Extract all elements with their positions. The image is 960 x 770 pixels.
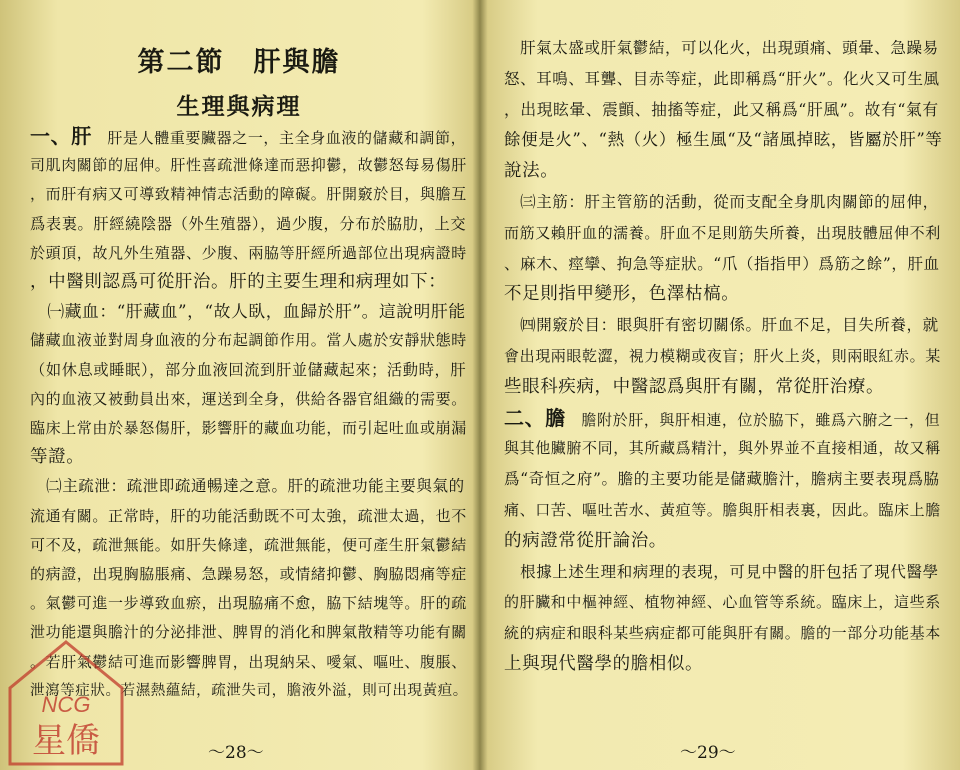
line-text: ，中醫則認爲可從肝治。肝的主要生理和病理如下：: [30, 272, 447, 292]
line-text: 的病證常從肝論治。: [504, 530, 667, 551]
line-text: 泄瀉等症狀。若濕熱蘊結，疏泄失司，膽液外溢，則可出現黃疸。: [30, 682, 468, 699]
line-text: 些眼科疾病，中醫認爲與肝有關，常從肝治療。: [504, 376, 885, 397]
text-line: [504, 190, 944, 214]
text-line: [30, 445, 470, 469]
text-line: [30, 474, 470, 498]
line-text: ㈣開竅於目：眼與肝有密切關係。肝血不足，目失所養，就: [504, 316, 939, 335]
line-text: ㈠藏血：“肝藏血”，“故人臥，血歸於肝”。這說明肝能: [30, 301, 466, 322]
text-line: [504, 252, 944, 276]
line-text: 。若肝氣鬱結可進而影響脾胃，出現納呆、噯氣、嘔吐、腹脹、: [30, 652, 467, 671]
line-text: 內的血液又被動員出來，運送到全身，供給各器官組織的需要。: [30, 389, 467, 408]
text-line: [504, 221, 944, 245]
line-text: 上與現代醫學的膽相似。: [504, 654, 704, 674]
section-lead: 二、膽: [504, 405, 566, 430]
text-line: [30, 328, 470, 352]
text-line: [30, 416, 470, 440]
section-subtitle: 生理與病理: [176, 93, 302, 120]
line-text: 餘便是火”、“熱（火）極生風“及“諸風掉眩，皆屬於肝”等: [504, 130, 943, 150]
line-text: 等證。: [30, 447, 85, 468]
text-line: [504, 560, 944, 584]
line-text: 流通有關。正常時，肝的功能活動既不可太強，疏泄太過，也不: [30, 506, 467, 525]
text-line: [30, 241, 470, 265]
line-text: 肝氣太盛或肝氣鬱結，可以化火，出現頭痛、頭暈、急躁易: [504, 39, 939, 57]
text-line: [30, 504, 470, 528]
right-page: [482, 0, 960, 770]
text-line: [30, 153, 470, 177]
line-text: ，出現眩暈、震顫、抽搐等症，此又稱爲“肝風”。故有“氣有: [504, 99, 939, 119]
text-line: [504, 652, 944, 676]
line-text: 臨床上常由於暴怒傷肝，影響肝的藏血功能，而引起吐血或崩漏: [30, 419, 467, 437]
text-line: [30, 124, 470, 150]
text-line: [504, 436, 944, 460]
text-line: [30, 591, 470, 615]
line-text: ㈢主筋：肝主管筋的活動，從而支配全身肌肉關節的屈伸，: [504, 193, 939, 211]
text-line: [504, 375, 944, 399]
line-text: 的肝臟和中樞神經、植物神經、心血管等系統。臨床上，這些系: [504, 593, 941, 612]
text-line: [30, 182, 470, 206]
text-line: [30, 212, 470, 236]
line-text: ，而肝有病又可導致精神情志活動的障礙。肝開竅於目，與膽互: [30, 185, 467, 204]
line-text: 會出現兩眼乾澀，視力模糊或夜盲；肝火上炎，則兩眼紅赤。某: [504, 347, 941, 365]
line-text: 的病證，出現胸脇脹痛、急躁易怒，或情緒抑鬱、胸脇悶痛等症: [30, 565, 467, 583]
text-line: [504, 344, 944, 368]
page-number-right: ～29～: [680, 743, 736, 763]
page-number-left: ～28～: [208, 743, 264, 763]
line-text: 。氣鬱可進一步導致血瘀，出現脇痛不愈，脇下結塊等。肝的疏: [30, 594, 467, 613]
line-text: 怒、耳鳴、耳聾、目赤等症，此即稱爲“肝火”。化火又可生風: [504, 69, 940, 88]
text-line: [504, 406, 944, 432]
line-text: 根據上述生理和病理的表現，可見中醫的肝包括了現代醫學: [504, 562, 939, 581]
line-text: 儲藏血液並對周身血液的分布起調節作用。當人處於安靜狀態時: [30, 331, 467, 350]
line-text: 可不及，疏泄無能。如肝失條達，疏泄無能，便可產生肝氣鬱結: [30, 535, 467, 554]
line-text: 、麻木、痙攣、拘急等症狀。“爪（指指甲）爲筋之餘”，肝血: [504, 254, 940, 273]
text-line: [30, 358, 470, 382]
line-text: 說法。: [504, 161, 559, 182]
text-line: [504, 67, 944, 91]
text-line: [504, 621, 944, 645]
text-line: [504, 590, 944, 614]
section-lead: 一、肝: [30, 124, 92, 148]
text-line: [504, 159, 944, 183]
line-text: 與其他臟腑不同，其所藏爲精汁，與外界並不直接相通，故又稱: [504, 439, 941, 458]
line-text: （如休息或睡眠），部分血液回流到肝並儲藏起來；活動時，肝: [30, 360, 467, 379]
line-text: 爲“奇恒之府”。膽的主要功能是儲藏膽汁，膽病主要表現爲脇: [504, 470, 940, 489]
text-line: [504, 498, 944, 522]
line-text: 膽附於肝，與肝相連，位於脇下，雖爲六腑之一，但: [565, 410, 941, 429]
text-line: [504, 313, 944, 337]
line-text: 肝是人體重要臟器之一，主全身血液的儲藏和調節，: [91, 129, 467, 147]
line-text: 不足則指甲變形，色澤枯槁。: [504, 284, 740, 305]
line-text: 於頭頂，故凡外生殖器、少腹、兩脇等肝經所過部位出現病證時: [30, 243, 467, 262]
line-text: 泄功能還與膽汁的分泌排泄、脾胃的消化和脾氣散精等功能有關: [30, 623, 467, 642]
watermark-top-text: NCG: [41, 692, 91, 717]
line-text: 痛、口苦、嘔吐苦水、黃疸等。膽與肝相表裏，因此。臨床上膽: [504, 501, 941, 519]
ncg-watermark-stamp: [6, 638, 126, 768]
text-line: [30, 270, 470, 294]
text-line: [504, 98, 944, 122]
text-line: [30, 562, 470, 586]
text-line: [504, 282, 944, 306]
watermark-bottom-text: 星僑: [32, 721, 100, 761]
text-line: [504, 529, 944, 553]
line-text: 而筋又賴肝血的濡養。肝血不足則筋失所養，出現肢體屈伸不利: [504, 223, 941, 242]
text-line: [504, 128, 944, 152]
text-line: [504, 36, 944, 60]
line-text: 司肌肉關節的屈伸。肝性喜疏泄條達而惡抑鬱，故鬱怒每易傷肝: [30, 156, 467, 175]
text-line: [30, 387, 470, 411]
text-line: [504, 467, 944, 491]
text-line: [30, 533, 470, 557]
line-text: ㈡主疏泄：疏泄即疏通暢達之意。肝的疏泄功能主要與氣的: [30, 477, 465, 496]
line-text: 統的病症和眼科某些病症都可能與肝有關。膽的一部分功能基本: [504, 624, 941, 643]
text-line: [30, 299, 470, 323]
line-text: 爲表裏。肝經繞陰器（外生殖器），過少腹，分布於脇肋，上交: [30, 214, 467, 233]
section-title: 第二節 肝與膽: [137, 47, 341, 78]
